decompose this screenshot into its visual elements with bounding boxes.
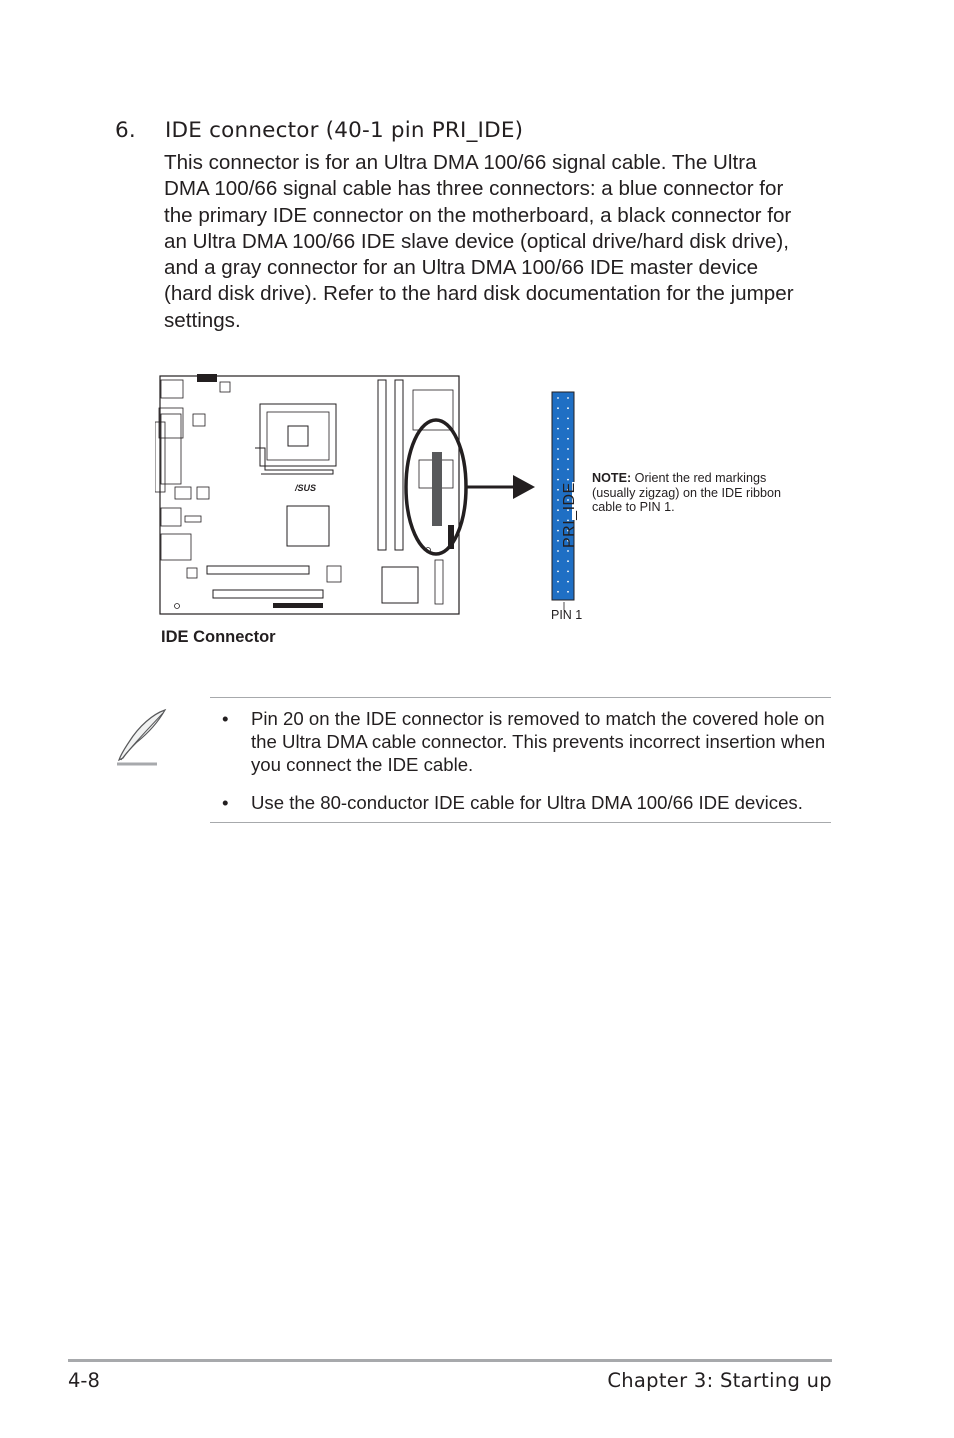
board-component [161,534,191,560]
board-component [193,414,205,426]
note-item-text: Pin 20 on the IDE connector is removed to match the covered hole on the Ultra DMA cable connector. This prevents incorrect insertion when you connect the IDE cable. [251,708,826,776]
cpu-socket-inner [267,412,329,460]
paragraph-line: (hard disk drive). Refer to the hard disk documentation for the jumper [164,282,794,306]
page-number: 4-8 [68,1369,100,1392]
pin1-label: PIN 1 [551,608,583,622]
sata-connector [435,560,443,604]
connector-pin [557,540,559,542]
cpu-socket [260,404,336,466]
connector-pin [567,479,569,481]
ide-connector-figure [155,370,815,660]
connector-pin [567,407,569,409]
note-item [210,707,831,777]
board-component [161,380,183,398]
connector-pin [567,397,569,399]
connector-pin [557,448,559,450]
connector-pin [557,571,559,573]
connector-pin [557,520,559,522]
chipset [287,506,329,546]
connector-pin [557,458,559,460]
board-component [185,516,201,522]
orientation-note [592,471,802,515]
connector-pin [567,550,569,552]
dimm-slot [378,380,386,550]
paragraph-line: an Ultra DMA 100/66 IDE slave device (optical drive/hard disk drive), [164,229,789,253]
connector-pin [557,479,559,481]
board-component [159,408,183,438]
connector-pin [557,418,559,420]
paragraph-line: settings. [164,308,241,332]
motherboard-diagram [155,370,815,660]
connector-pin [557,509,559,511]
connector-pin [557,438,559,440]
note-label: NOTE: [592,471,632,485]
note-callout [210,697,831,823]
connector-pin [567,571,569,573]
connector-pin [567,418,569,420]
cpu-die [288,426,308,446]
board-component [161,508,181,526]
connector-pin [557,489,559,491]
connector-pin [567,458,569,460]
chapter-title: Chapter 3: Starting up [607,1369,832,1392]
board-component [161,414,181,484]
ide-connector-on-board [432,452,442,526]
board-component [197,374,217,382]
note-text: Orient the red markings (usually zigzag) on the IDE ribbon cable to PIN 1. [592,471,782,514]
connector-pin [557,407,559,409]
pci-slot [207,566,309,574]
board-component [327,566,341,582]
section-number: 6. [115,118,136,143]
pri-ide-label: PRI_IDE [561,482,578,548]
figure-caption: IDE Connector [161,628,276,646]
connector-pin [557,499,559,501]
connector-pin [557,591,559,593]
note-item-text: Use the 80-conductor IDE cable for Ultra DMA 100/66 IDE devices. [251,791,803,813]
connector-pin [557,428,559,430]
section-paragraph [164,150,844,334]
paragraph-line: and a gray connector for an Ultra DMA 100/66 IDE master device [164,256,759,280]
connector-pin [557,397,559,399]
mounting-hole [175,604,180,609]
board-component [197,487,209,499]
connector-pin [567,428,569,430]
south-bridge [382,567,418,603]
connector-pin [567,448,569,450]
pointer-arrowhead [513,475,535,499]
note-list [210,707,831,828]
pci-slot [213,590,323,598]
connector-pin [557,469,559,471]
connector-pin [557,560,559,562]
note-item [210,791,831,814]
paragraph-line: This connector is for an Ultra DMA 100/66 signal cable. The Ultra [164,151,757,174]
board-component [175,487,191,499]
connector-pin [557,530,559,532]
connector-pin [567,469,569,471]
dimm-slot [395,380,403,550]
footer-rule [68,1359,832,1362]
connector-pin [567,560,569,562]
connector-pin [557,581,559,583]
bullet: • [222,708,229,729]
board-component [220,382,230,392]
paragraph-line: DMA 100/66 signal cable has three connectors: a blue connector for [164,177,784,201]
board-component [187,568,197,578]
connector-pin [567,438,569,440]
connector-pin [557,550,559,552]
section-heading [115,118,523,143]
board-logo: /SUS [295,483,317,493]
connector-pin [567,591,569,593]
feather-note-icon [113,708,173,768]
board-component [273,603,323,608]
connector-pin [567,581,569,583]
bullet: • [222,791,229,813]
paragraph-line: the primary IDE connector on the motherboard, a black connector for [164,203,792,227]
section-title: IDE connector (40-1 pin PRI_IDE) [165,118,524,143]
